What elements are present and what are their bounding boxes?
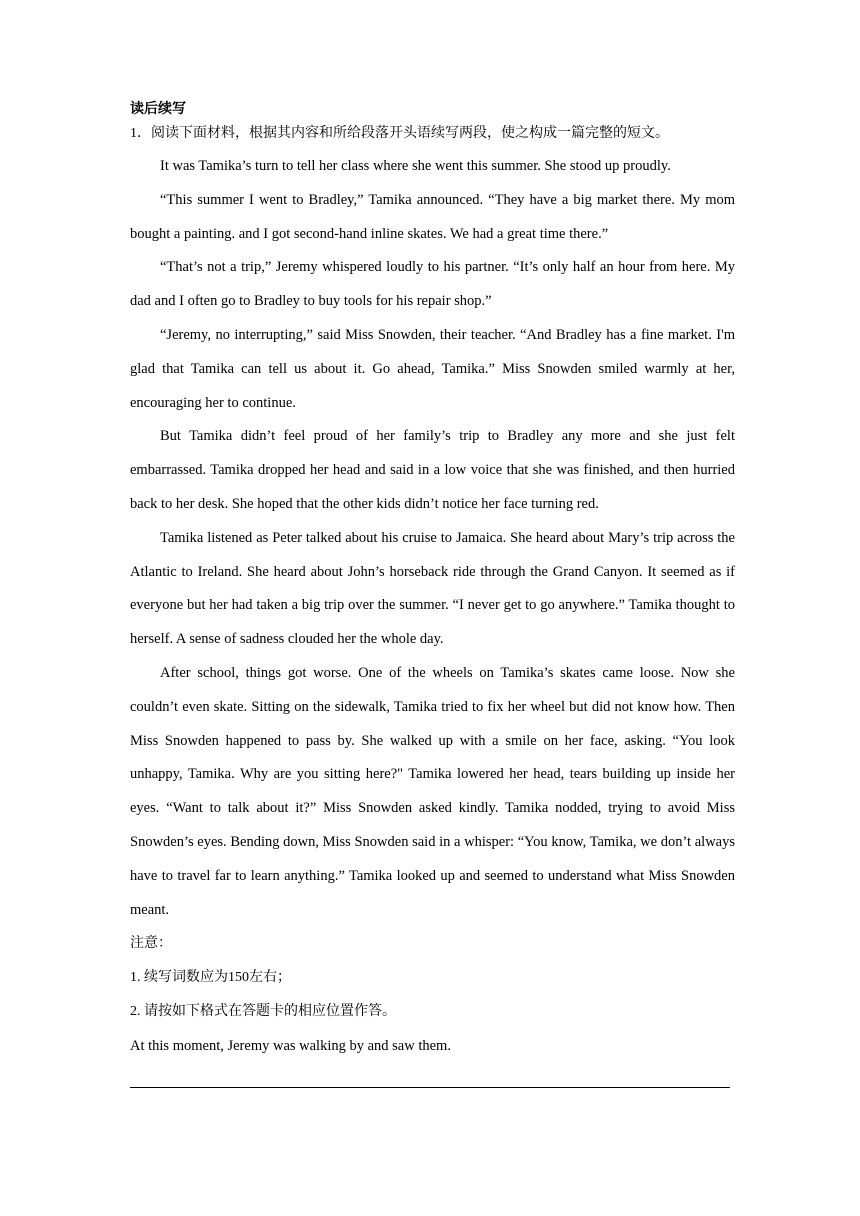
story-passage [130, 150, 735, 927]
story-paragraph: “That’s not a trip,” Jeremy whispered loudly to his partner. “It’s only half an hour from here. My dad and I often go to Bradley to buy tools for his repair shop.” [130, 259, 735, 310]
story-paragraph: “Jeremy, no interrupting,” said Miss Snowden, their teacher. “And Bradley has a fine market. I'm glad that Tamika can tell us about it. Go ahead, Tamika.” Miss Snowden smiled warmly at her, encouraging her to continue. [130, 326, 735, 411]
notes-label: 注意： [130, 936, 172, 952]
answer-line [130, 1087, 730, 1088]
story-paragraph: But Tamika didn’t feel proud of her family’s trip to Bradley any more and she just felt embarrassed. Tamika dropped her head and said in a low voice that she was finished, and then hurried back to her desk. She hoped that the other kids didn’t notice her face turning red. [130, 428, 735, 512]
section-heading: 读后续写 [130, 102, 186, 117]
story-paragraph: “This summer I went to Bradley,” Tamika announced. “They have a big market there. My mom bought a painting. and I got second-hand inline skates. We had a great time there.” [130, 191, 735, 242]
note-item: 1. 续写词数应为150左右； [130, 970, 291, 986]
note-item: 2. 请按如下格式在答题卡的相应位置作答。 [130, 1004, 396, 1020]
notes-section [130, 927, 735, 1029]
story-paragraph: After school, things got worse. One of the wheels on Tamika’s skates came loose. Now she couldn’t even skate. Sitting on the sidewalk, Tamika tried to fix her wheel but did not know how. Then Miss Snowden happened to pass by. She walked up with a smile on her face, asking. “You look unhappy, Tamika. Why are you sitting here?" Tamika lowered her head, tears building up inside her eyes. “Want to talk about it?” Miss Snowden asked kindly. Tamika nodded, trying to avoid Miss Snowden’s eyes. Bending down, Miss Snowden said in a whisper: “You know, Tamika, we don’t always have to travel far to learn anything.” Tamika looked up and seemed to understand what Miss Snowden meant. [130, 664, 735, 918]
worksheet-page [130, 100, 735, 1088]
story-paragraph: Tamika listened as Peter talked about his cruise to Jamaica. She heard about Mary’s trip across the Atlantic to Ireland. She heard about John’s horseback ride through the Grand Canyon. It seemed as if everyone but her had taken a big trip over the summer. “I never get to go anywhere.” Tamika thought to herself. A sense of sadness clouded her the whole day. [130, 529, 735, 648]
task-instruction: 1．阅读下面材料，根据其内容和所给段落开头语续写两段，使之构成一篇完整的短文。 [130, 126, 669, 141]
continuation-prompt: At this moment, Jeremy was walking by and saw them. [130, 1038, 451, 1055]
story-paragraph: It was Tamika’s turn to tell her class where she went this summer. She stood up proudly. [160, 158, 671, 174]
